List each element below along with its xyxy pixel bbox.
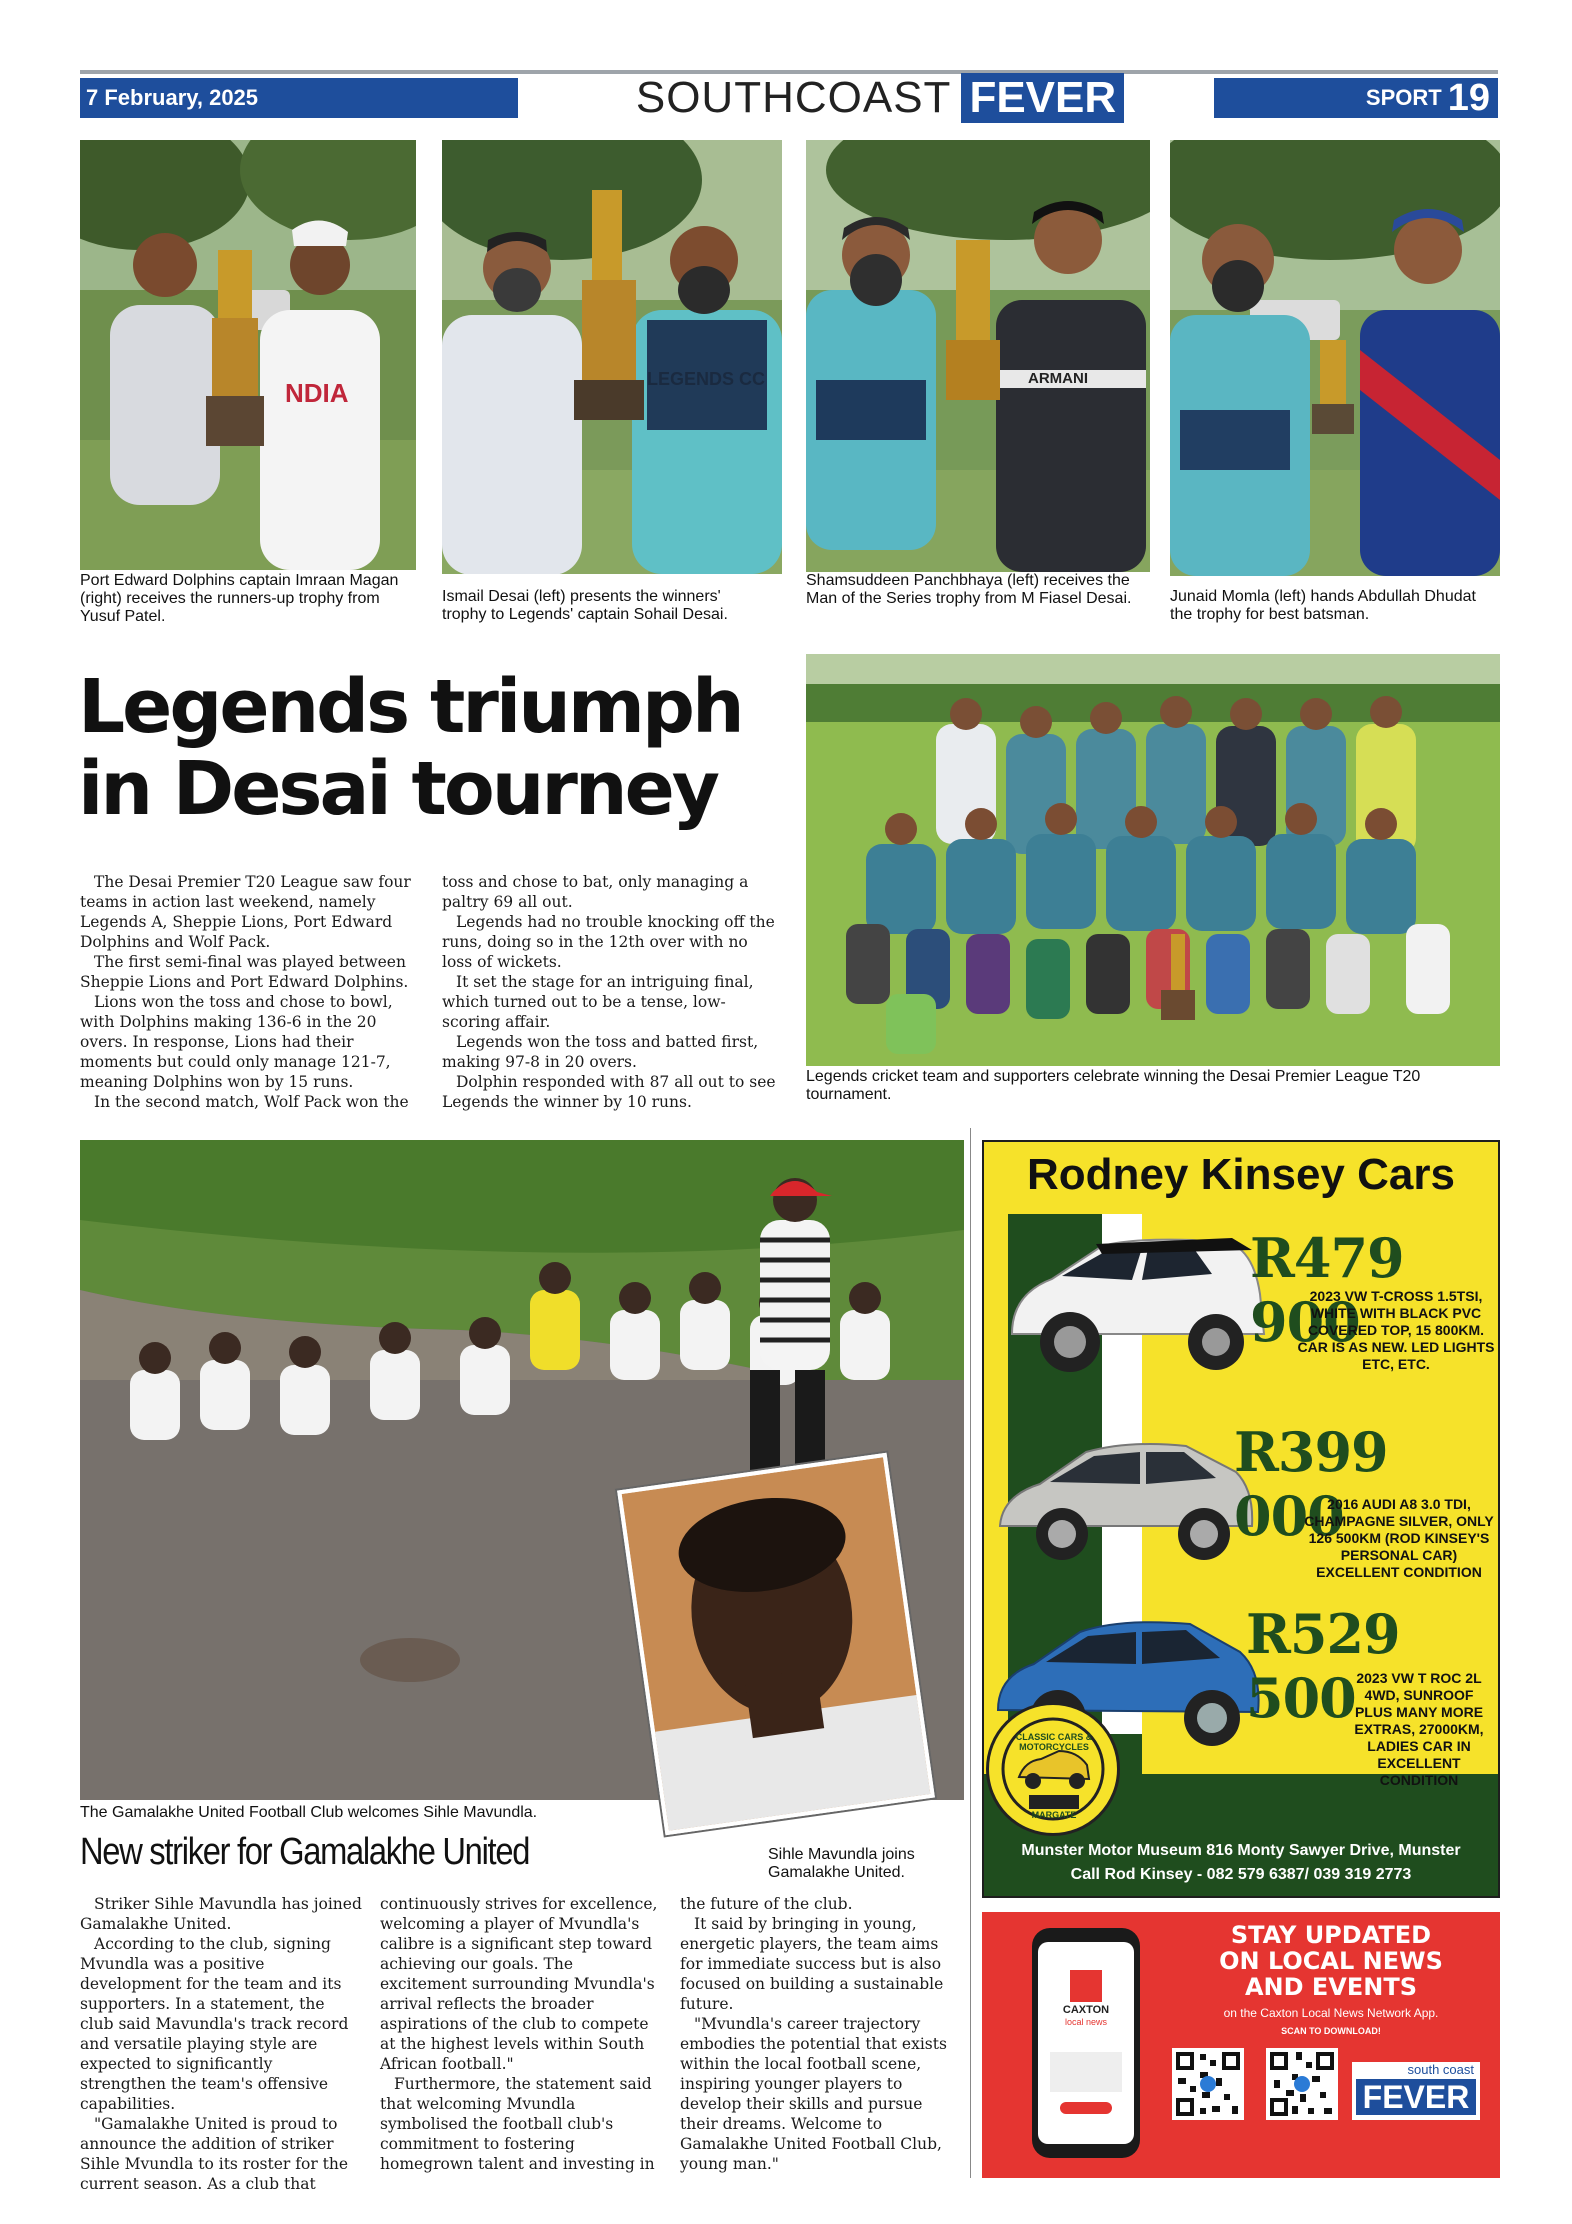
- masthead-light: SOUTHCOAST: [635, 73, 952, 122]
- qr-code-android[interactable]: [1172, 2048, 1244, 2120]
- inset-photo-sihle-mavundla: [617, 1453, 935, 1835]
- phone-mockup: [1032, 1928, 1140, 2158]
- app-headline-line2: ON LOCAL NEWS: [1219, 1947, 1443, 1975]
- caxton-logo-icon: [1070, 1970, 1102, 2002]
- ad-address: Munster Motor Museum 816 Monty Sawyer Drive, Munster: [1021, 1842, 1461, 1859]
- team-photo-caption: Legends cricket team and supporters celebrate winning the Desai Premier League T20 tournament.: [806, 1068, 1421, 1103]
- car-silver-audi-a8: [990, 1430, 1260, 1570]
- paragraph: Furthermore, the statement said that welcoming Mvundla symbolised the football club's commitment to fostering homegrown talent and investing in: [380, 2075, 655, 2173]
- ad-phone: Call Rod Kinsey - 082 579 6387/ 039 319 2773: [1070, 1866, 1412, 1883]
- cricket-column-2: [442, 872, 782, 1112]
- cricket-headline: [78, 666, 798, 830]
- paragraph: Lions won the toss and chose to bowl, with Dolphins making 136-6 in the 20 overs. In response, Lions had their moments but could only manage 121-7, meaning Dolphins won by 15 runs.: [80, 993, 393, 1091]
- car2-description: 2016 AUDI A8 3.0 TDI, CHAMPAGNE SILVER, ONLY 126 500KM (ROD KINSEY'S PERSONAL CAR) EXCELLENT CONDITION: [1304, 1496, 1494, 1580]
- paragraph: It set the stage for an intriguing final, which turned out to be a tense, low-scoring affair.: [442, 973, 754, 1031]
- app-headline-line3: AND EVENTS: [1244, 1973, 1418, 2001]
- football-column-3: [680, 1894, 962, 2174]
- app-headline: [1162, 1922, 1500, 2000]
- paragraph: The Desai Premier T20 League saw four teams in action last weekend, namely Legends A, Sheppie Lions, Port Edward Dolphins and Wolf Pack.: [80, 873, 411, 951]
- car3-price: R529 500: [1246, 1602, 1400, 1730]
- paragraph: continuously strives for excellence, welcoming a player of Mvundla's calibre is a significant step toward achieving our goals. The excitement surrounding Mvundla's arrival reflects the broader aspirations of the club to compete at the highest levels within South African football.": [380, 1895, 658, 2073]
- paragraph: toss and chose to bat, only managing a paltry 69 all out.: [442, 873, 749, 911]
- football-column-2: [380, 1894, 662, 2174]
- section-label: [1214, 78, 1498, 118]
- paragraph: It said by bringing in young, energetic players, the team aims for immediate success but is also focused on building a sustainable future.: [680, 1915, 944, 2013]
- cricket-column-1: [80, 872, 420, 1112]
- paragraph: Legends won the toss and batted first, making 97-8 in 20 overs.: [442, 1033, 759, 1071]
- photo-best-batsman: [1170, 140, 1500, 576]
- phone-content: [1050, 2052, 1122, 2092]
- phone-button: [1060, 2102, 1112, 2114]
- paragraph: Dolphin responded with 87 all out to see Legends the winner by 10 runs.: [442, 1073, 776, 1111]
- photo-runners-up-trophy: [80, 140, 416, 570]
- app-headline-line1: STAY UPDATED: [1230, 1921, 1432, 1949]
- photo-man-of-series: [806, 140, 1150, 572]
- car3-description: 2023 VW T ROC 2L 4WD, SUNROOF PLUS MANY MORE EXTRAS, 27000KM, LADIES CAR IN EXCELLENT CONDITION: [1354, 1670, 1484, 1788]
- page-number: 19: [1447, 76, 1490, 119]
- paragraph: According to the club, signing Mvundla was a positive development for the team and its supporters. In a statement, the club said Mavundla's track record and versatile playing style are expected to significantly strengthen the team's offensive capabilities.: [80, 1935, 349, 2113]
- fever-logo-big: FEVER: [1356, 2079, 1476, 2115]
- svg-text:ARMANI: ARMANI: [1028, 370, 1088, 387]
- app-subline: on the Caxton Local News Network App.: [1223, 2006, 1439, 2020]
- photo-caption-2: Ismail Desai (left) presents the winners' trophy to Legends' captain Sohail Desai.: [442, 588, 728, 623]
- football-photo-caption: The Gamalakhe United Football Club welcomes Sihle Mavundla.: [80, 1804, 538, 1821]
- cricket-headline-line2: in Desai tourney: [78, 746, 718, 832]
- masthead: [530, 74, 1230, 122]
- photo-caption-3: Shamsuddeen Panchbhaya (left) receives the Man of the Series trophy from M Fiasel Desai.: [806, 572, 1132, 607]
- football-column-1: [80, 1894, 362, 2194]
- scan-label: SCAN TO DOWNLOAD!: [1281, 2026, 1381, 2036]
- fever-logo-small: south coast: [1407, 2062, 1474, 2077]
- svg-text:LEGENDS CC: LEGENDS CC: [647, 369, 766, 389]
- section-name: SPORT: [1365, 85, 1442, 110]
- qr-code-ios[interactable]: [1266, 2048, 1338, 2120]
- paragraph: Legends had no trouble knocking off the runs, doing so in the 12th over with no loss of wickets.: [442, 913, 775, 971]
- paragraph: The first semi-final was played between Sheppie Lions and Port Edward Dolphins.: [80, 953, 409, 991]
- phone-brand: CAXTON: [1062, 2004, 1110, 2016]
- paragraph: "Mvundla's career trajectory embodies the potential that exists within the local football scene, inspiring younger players to develop their skills and pursue their dreams. Welcome to Gamalakhe United Football Club, young man.": [680, 2015, 947, 2173]
- cricket-headline-line1: Legends triumph: [78, 664, 742, 750]
- issue-date: 7 February, 2025: [80, 78, 518, 118]
- photo-caption-1: Port Edward Dolphins captain Imraan Magan (right) receives the runners-up trophy from Yusuf Patel.: [80, 572, 399, 625]
- column-divider: [970, 1128, 971, 2178]
- car1-price: R479 900: [1250, 1226, 1404, 1354]
- paragraph: the future of the club.: [680, 1895, 853, 1913]
- car2-price: R399 000: [1234, 1420, 1388, 1548]
- photo-winners-trophy: [442, 140, 782, 574]
- phone-sub: local news: [1064, 2017, 1108, 2027]
- football-headline: New striker for Gamalakhe United: [80, 1831, 530, 1873]
- paragraph: Striker Sihle Mavundla has joined Gamalakhe United.: [80, 1895, 362, 1933]
- svg-text:NDIA: NDIA: [285, 378, 349, 408]
- paragraph: "Gamalakhe United is proud to announce the addition of striker Sihle Mvundla to its roster for the current season. As a club that: [80, 2115, 349, 2193]
- paragraph: In the second match, Wolf Pack won the: [94, 1093, 409, 1111]
- phone-screen: [1038, 1942, 1134, 2144]
- logo-subtext: MARGATE: [1031, 1810, 1077, 1820]
- photo-caption-4: Junaid Momla (left) hands Abdullah Dhudat the trophy for best batsman.: [1170, 588, 1476, 623]
- logo-text: CLASSIC CARS & MOTORCYCLES: [1015, 1732, 1093, 1752]
- car-white-tcross: [992, 1224, 1272, 1384]
- advert-rodney-kinsey-cars[interactable]: [982, 1140, 1500, 1898]
- fever-logo: [1352, 2062, 1480, 2120]
- photo-legends-team: [806, 654, 1500, 1066]
- inset-photo-caption: Sihle Mavundla joins Gamalakhe United.: [768, 1846, 915, 1881]
- ad-title: Rodney Kinsey Cars: [1027, 1150, 1455, 1199]
- masthead-bold: FEVER: [961, 73, 1124, 123]
- car1-description: 2023 VW T-CROSS 1.5TSI, WHITE WITH BLACK PVC COVERED TOP, 15 800KM. CAR IS AS NEW. LED LIGHTS ETC, ETC.: [1297, 1288, 1495, 1372]
- advert-caxton-app[interactable]: [982, 1912, 1500, 2178]
